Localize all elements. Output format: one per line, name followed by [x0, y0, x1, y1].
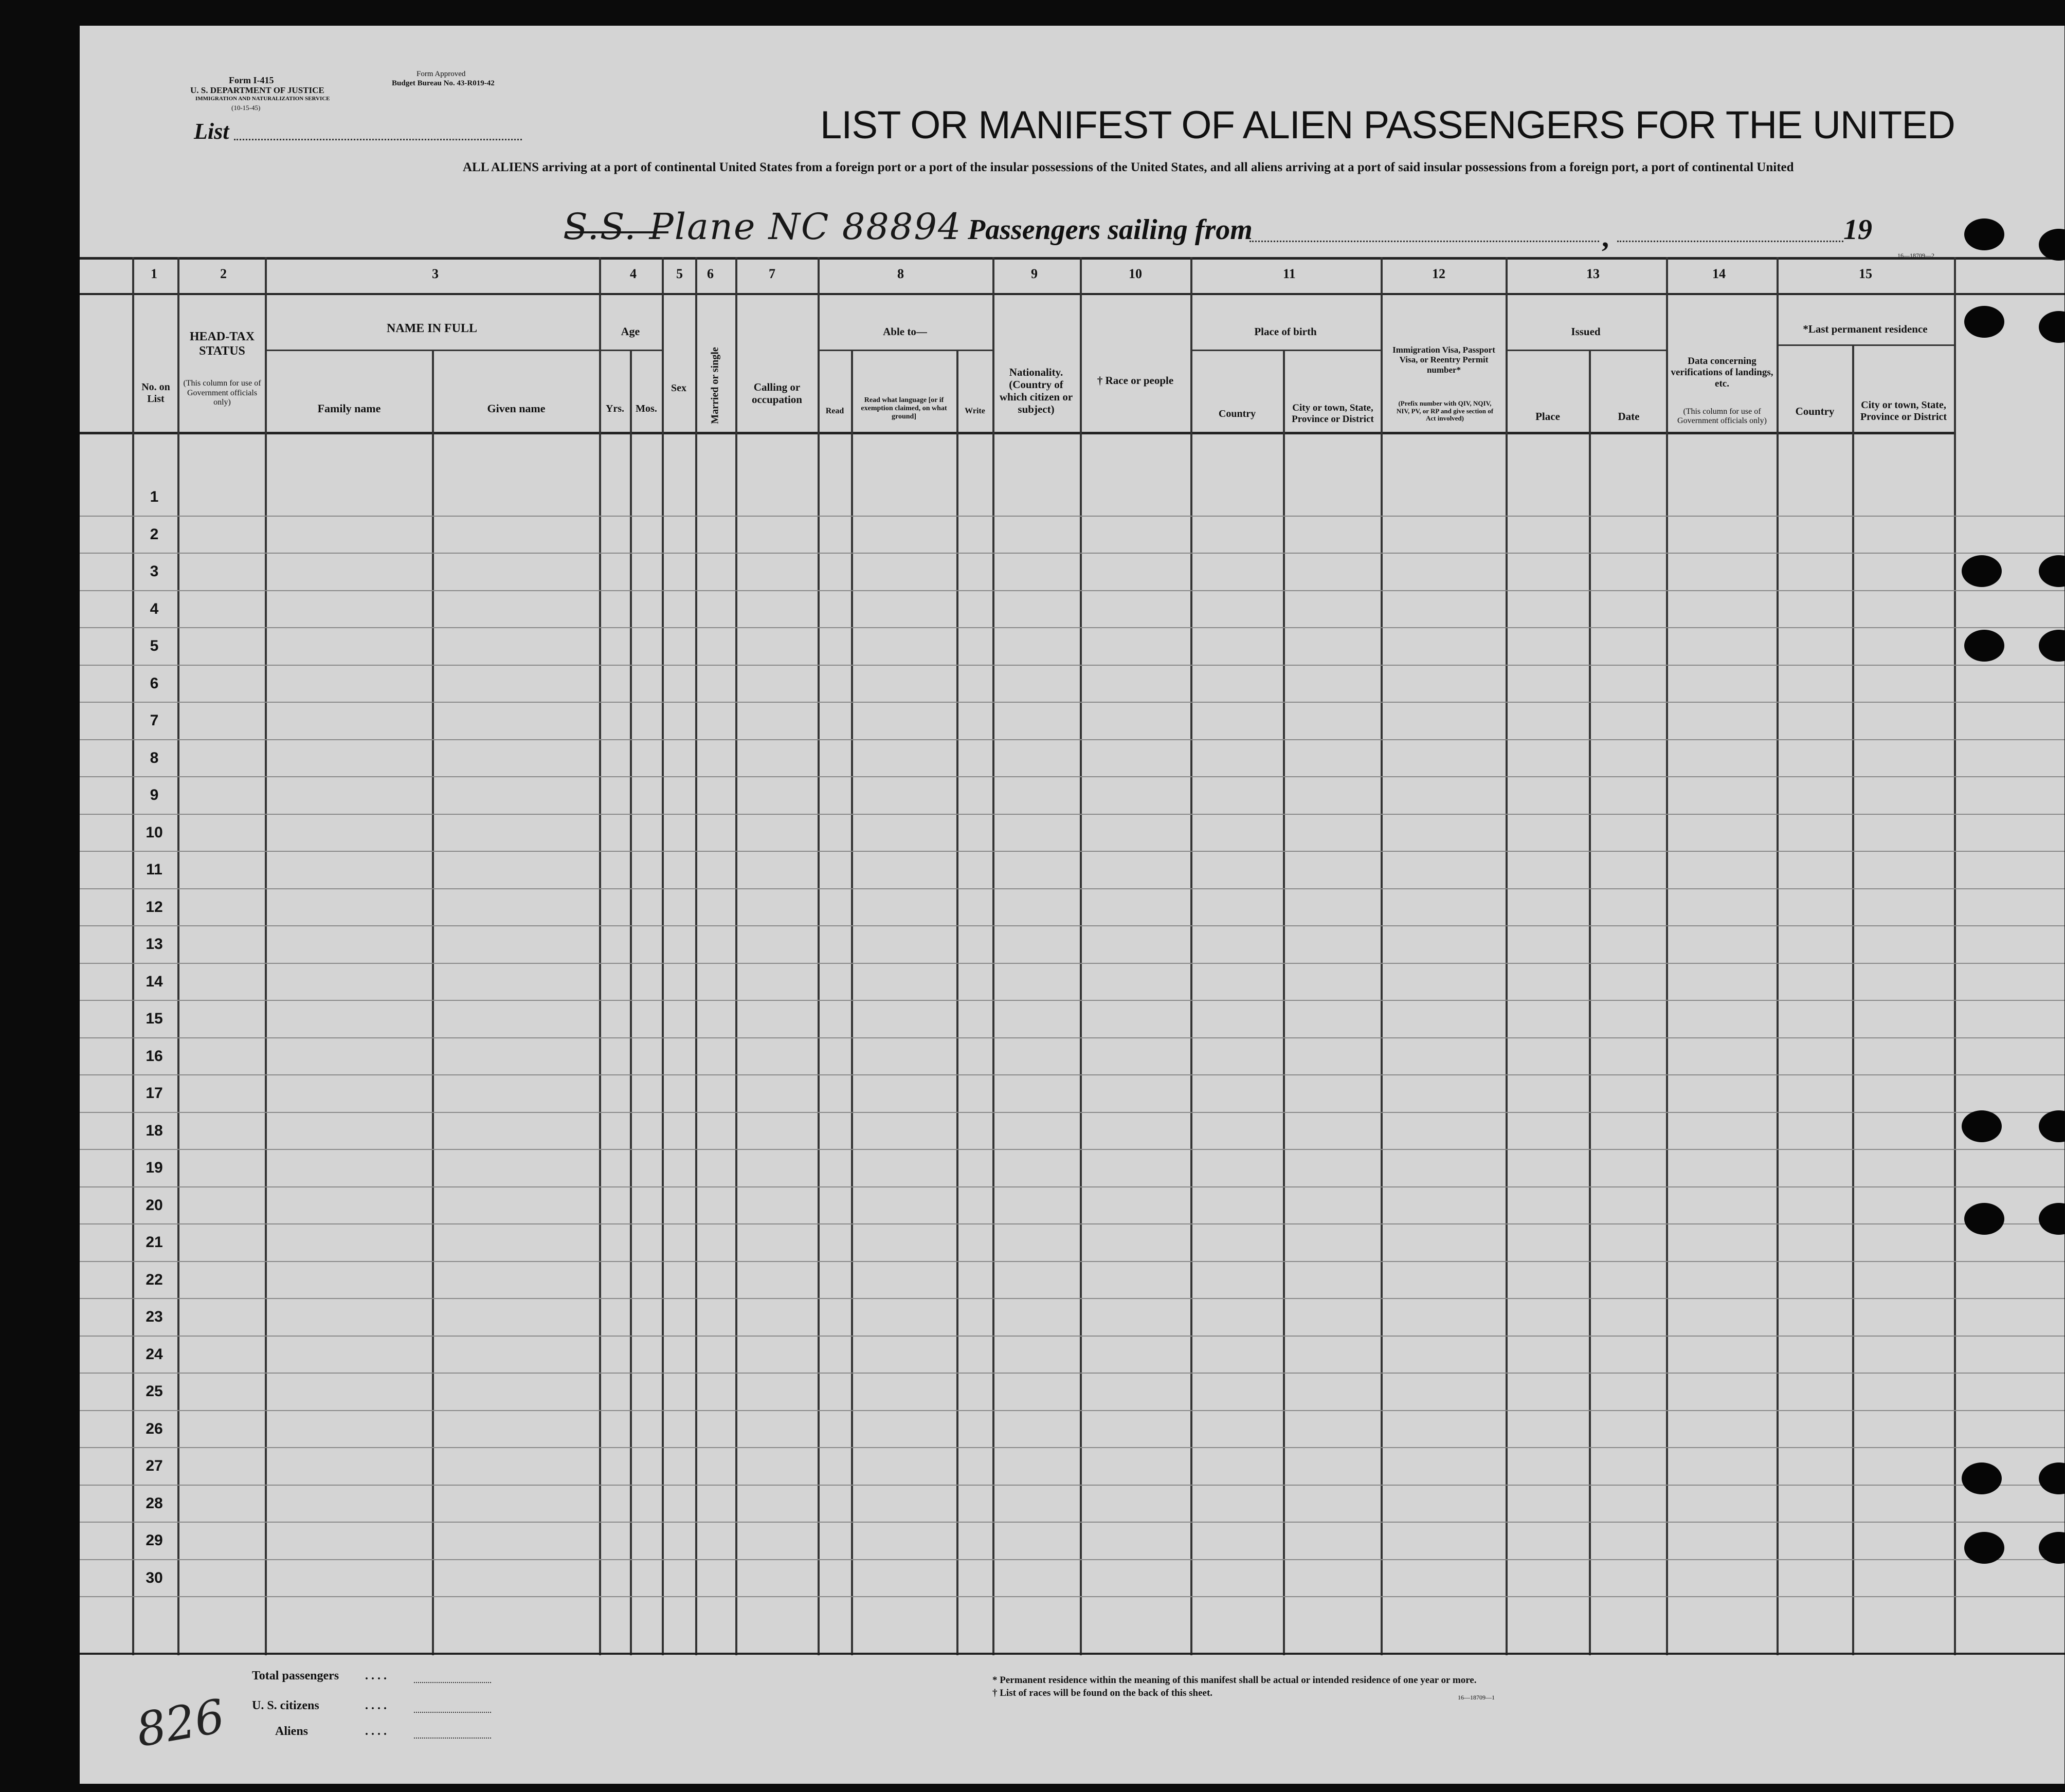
binding-hole — [2039, 555, 2064, 587]
row-rule — [80, 1074, 2064, 1075]
header-birth-country: Country — [1218, 408, 1256, 419]
row-number: 26 — [146, 1420, 163, 1437]
col-divider — [177, 257, 179, 1655]
row-number: 17 — [146, 1085, 163, 1102]
row-number: 15 — [146, 1010, 163, 1027]
row-number: 3 — [150, 563, 159, 580]
col-num-1: 1 — [151, 266, 157, 281]
header-nationality: Nationality. (Country of which citizen or subject) — [999, 365, 1073, 416]
total-passengers-label: Total passengers — [252, 1669, 339, 1683]
row-rule — [80, 1559, 2064, 1560]
total-passengers-dots: . . . . — [365, 1669, 387, 1683]
header-issued: Issued — [1571, 325, 1601, 338]
footnote-residence: * Permanent residence within the meaning of this manifest shall be actual or intended residence of one year or more. — [992, 1675, 1477, 1686]
row-rule — [80, 665, 2064, 666]
row-number: 7 — [150, 712, 159, 729]
row-number: 1 — [150, 488, 159, 505]
header-visa: Immigration Visa, Passport Visa, or Reentry Permit number* — [1392, 344, 1495, 375]
col-divider — [1381, 257, 1383, 1655]
col-divider — [695, 257, 697, 1655]
header-calling: Calling or occupation — [751, 380, 802, 406]
list-label: List — [194, 119, 229, 144]
binding-hole — [1964, 306, 2004, 338]
header-issued-date: Date — [1618, 410, 1640, 423]
header-top-rule — [80, 257, 2064, 260]
row-rule — [80, 1447, 2064, 1448]
row-rule — [80, 925, 2064, 926]
row-rule — [80, 851, 2064, 852]
header-yrs: Yrs. — [605, 403, 625, 414]
sailing-label: Passengers sailing from — [968, 214, 1253, 246]
form-service: IMMIGRATION AND NATURALIZATION SERVICE — [195, 96, 330, 102]
col-num-11: 11 — [1283, 266, 1296, 281]
row-rule — [80, 590, 2064, 591]
footnote-races: † List of races will be found on the back of this sheet. — [992, 1688, 1213, 1698]
header-sex: Sex — [671, 382, 686, 394]
header-read-language: Read what language [or if exemption claimed, on what ground] — [861, 396, 947, 421]
row-rule — [80, 1522, 2064, 1523]
row-rule — [80, 814, 2064, 815]
form-number: Form I-415 — [229, 75, 274, 85]
header-residence: *Last permanent residence — [1803, 322, 1928, 335]
col-num-2: 2 — [220, 266, 227, 281]
page-subtitle: ALL ALIENS arriving at a port of continental United States from a foreign port or a port of the insular possessions of the United States, and all aliens arriving at a port of said insular possessions from a foreign port, a port of continental United — [463, 160, 1794, 174]
row-rule — [80, 1112, 2064, 1113]
printer-code-bottom: 16—18709—1 — [1458, 1694, 1495, 1701]
binding-hole — [2039, 311, 2064, 343]
form-department: U. S. DEPARTMENT OF JUSTICE — [190, 85, 324, 95]
group-rule-name — [265, 350, 599, 351]
header-sub-rule — [80, 293, 2064, 295]
binding-hole — [1964, 1532, 2004, 1564]
table-bottom-rule — [80, 1653, 2064, 1655]
header-family-name: Family name — [317, 402, 381, 415]
col-num-15: 15 — [1859, 266, 1872, 281]
group-rule-issued — [1506, 350, 1666, 351]
binding-hole — [1964, 218, 2004, 250]
row-number: 10 — [146, 824, 163, 841]
group-rule-residence — [1777, 344, 1954, 346]
us-citizens-dots: . . . . — [365, 1699, 387, 1712]
header-landings: Data concerning verifications of landings, etc. — [1671, 356, 1773, 389]
binding-hole — [2039, 1462, 2064, 1494]
row-number: 19 — [146, 1159, 163, 1176]
row-number: 22 — [146, 1271, 163, 1288]
header-res-city: City or town, State, Province or District — [1860, 399, 1947, 423]
binding-hole — [1962, 1462, 2002, 1494]
row-number: 4 — [150, 600, 159, 617]
row-number: 20 — [146, 1196, 163, 1214]
header-read: Read — [825, 406, 844, 415]
row-number: 30 — [146, 1569, 163, 1586]
form-edition: (10-15-45) — [231, 104, 261, 112]
header-landings-note: (This column for use of Government officials only) — [1677, 407, 1767, 425]
row-rule — [80, 739, 2064, 740]
header-able-to: Able to— — [883, 325, 927, 338]
year-prefix: 19 — [1843, 214, 1872, 246]
col-num-13: 13 — [1586, 266, 1600, 281]
page-title: LIST OR MANIFEST OF ALIEN PASSENGERS FOR THE UNITED — [820, 103, 1955, 147]
total-passengers-line — [414, 1682, 491, 1683]
col-divider — [1777, 257, 1779, 1655]
row-number: 23 — [146, 1308, 163, 1325]
col-divider — [1506, 257, 1508, 1655]
row-number: 9 — [150, 787, 159, 803]
row-rule — [80, 627, 2064, 628]
col-num-14: 14 — [1712, 266, 1726, 281]
row-number: 27 — [146, 1457, 163, 1474]
vessel-strike — [566, 231, 668, 233]
group-rule-birth — [1190, 350, 1381, 351]
sailing-comma: , — [1602, 222, 1609, 253]
row-rule — [80, 702, 2064, 703]
row-number: 13 — [146, 936, 163, 953]
row-number: 6 — [150, 674, 159, 692]
col-num-8: 8 — [897, 266, 904, 281]
binding-hole — [1964, 630, 2004, 662]
col-divider — [1589, 350, 1591, 1655]
col-divider — [1190, 257, 1192, 1655]
row-rule — [80, 963, 2064, 964]
col-num-4: 4 — [630, 266, 637, 281]
binding-hole — [2039, 229, 2064, 261]
row-number: 8 — [150, 749, 159, 766]
col-num-12: 12 — [1432, 266, 1445, 281]
header-mos: Mos. — [636, 403, 657, 414]
header-married: Married or single — [709, 347, 721, 424]
group-rule-able — [818, 350, 992, 351]
row-rule — [80, 1186, 2064, 1187]
col-num-5: 5 — [676, 266, 683, 281]
col-divider — [1954, 257, 1956, 1655]
header-res-country: Country — [1795, 405, 1835, 417]
binding-hole — [2039, 1110, 2064, 1142]
row-number: 14 — [146, 973, 163, 990]
col-num-10: 10 — [1129, 266, 1142, 281]
row-rule — [80, 1261, 2064, 1262]
binding-hole — [1964, 1203, 2004, 1235]
header-no-on-list: No. on List — [141, 381, 170, 405]
row-number: 18 — [146, 1122, 163, 1139]
col-divider — [599, 257, 601, 1655]
col-divider — [1283, 350, 1285, 1655]
aliens-dots: . . . . — [365, 1725, 387, 1738]
row-number: 11 — [146, 861, 162, 878]
vessel-handwritten: S.S. Plane NC 88894 — [563, 206, 962, 248]
header-birth-city: City or town, State, Province or District — [1292, 403, 1374, 425]
header-issued-place: Place — [1535, 410, 1560, 423]
header-name-in-full: NAME IN FULL — [386, 322, 477, 336]
row-rule — [80, 1336, 2064, 1337]
col-divider — [851, 350, 853, 1655]
col-divider — [630, 350, 632, 1655]
row-rule — [80, 553, 2064, 554]
row-number: 12 — [146, 898, 163, 916]
row-number: 21 — [146, 1234, 163, 1251]
aliens-line — [414, 1738, 491, 1739]
row-rule — [80, 1298, 2064, 1299]
row-rule — [80, 516, 2064, 517]
row-number: 2 — [150, 525, 159, 543]
aliens-label: Aliens — [275, 1725, 309, 1738]
col-num-3: 3 — [432, 266, 439, 281]
row-number: 16 — [146, 1047, 163, 1065]
col-divider — [132, 257, 134, 1655]
group-rule-age — [599, 350, 662, 351]
header-head-tax-note: (This column for use of Government officials only) — [183, 379, 261, 407]
col-divider — [818, 257, 820, 1655]
handwritten-margin-number: 826 — [132, 1689, 229, 1758]
row-rule — [80, 776, 2064, 777]
list-fill-line — [234, 139, 522, 140]
header-given-name: Given name — [487, 402, 546, 415]
row-rule — [80, 1410, 2064, 1411]
col-num-7: 7 — [769, 266, 775, 281]
row-rule — [80, 1485, 2064, 1486]
row-number: 24 — [146, 1345, 163, 1363]
row-number: 28 — [146, 1494, 163, 1512]
form-approved: Form Approved — [416, 70, 466, 78]
row-rule — [80, 1373, 2064, 1374]
col-divider — [432, 350, 434, 1655]
row-rule — [80, 888, 2064, 889]
us-citizens-line — [414, 1712, 491, 1713]
col-num-6: 6 — [707, 266, 714, 281]
col-divider — [956, 350, 958, 1655]
header-place-of-birth: Place of birth — [1254, 325, 1317, 338]
header-race: † Race or people — [1097, 374, 1174, 387]
binding-hole — [2039, 1203, 2064, 1235]
sailing-from-line — [1249, 241, 1599, 242]
row-rule — [80, 1223, 2064, 1224]
printer-code-top: 16—18709—2 — [1897, 252, 1934, 259]
sailing-date-line — [1617, 241, 1843, 242]
row-number: 5 — [150, 637, 159, 654]
col-divider — [662, 257, 664, 1655]
row-rule — [80, 1037, 2064, 1038]
row-rule — [80, 1596, 2064, 1597]
binding-hole — [1962, 555, 2002, 587]
header-head-tax: HEAD-TAX STATUS — [189, 330, 255, 358]
budget-bureau: Budget Bureau No. 43-R019-42 — [392, 79, 495, 87]
header-write: Write — [965, 406, 985, 415]
col-divider — [992, 257, 994, 1655]
col-divider — [1080, 257, 1082, 1655]
row-number: 25 — [146, 1383, 163, 1400]
col-divider — [735, 257, 737, 1655]
col-num-9: 9 — [1031, 266, 1038, 281]
row-rule — [80, 1149, 2064, 1150]
manifest-sheet — [80, 26, 2064, 1784]
col-divider — [265, 257, 267, 1655]
row-number: 29 — [146, 1532, 163, 1549]
us-citizens-label: U. S. citizens — [252, 1699, 319, 1712]
binding-hole — [1962, 1110, 2002, 1142]
header-visa-note: (Prefix number with QIV, NQIV, NIV, PV, or RP and give section of Act involved) — [1396, 399, 1494, 423]
binding-hole — [2039, 630, 2064, 662]
col-divider — [1666, 257, 1668, 1655]
header-age: Age — [621, 325, 640, 338]
row-rule — [80, 1000, 2064, 1001]
